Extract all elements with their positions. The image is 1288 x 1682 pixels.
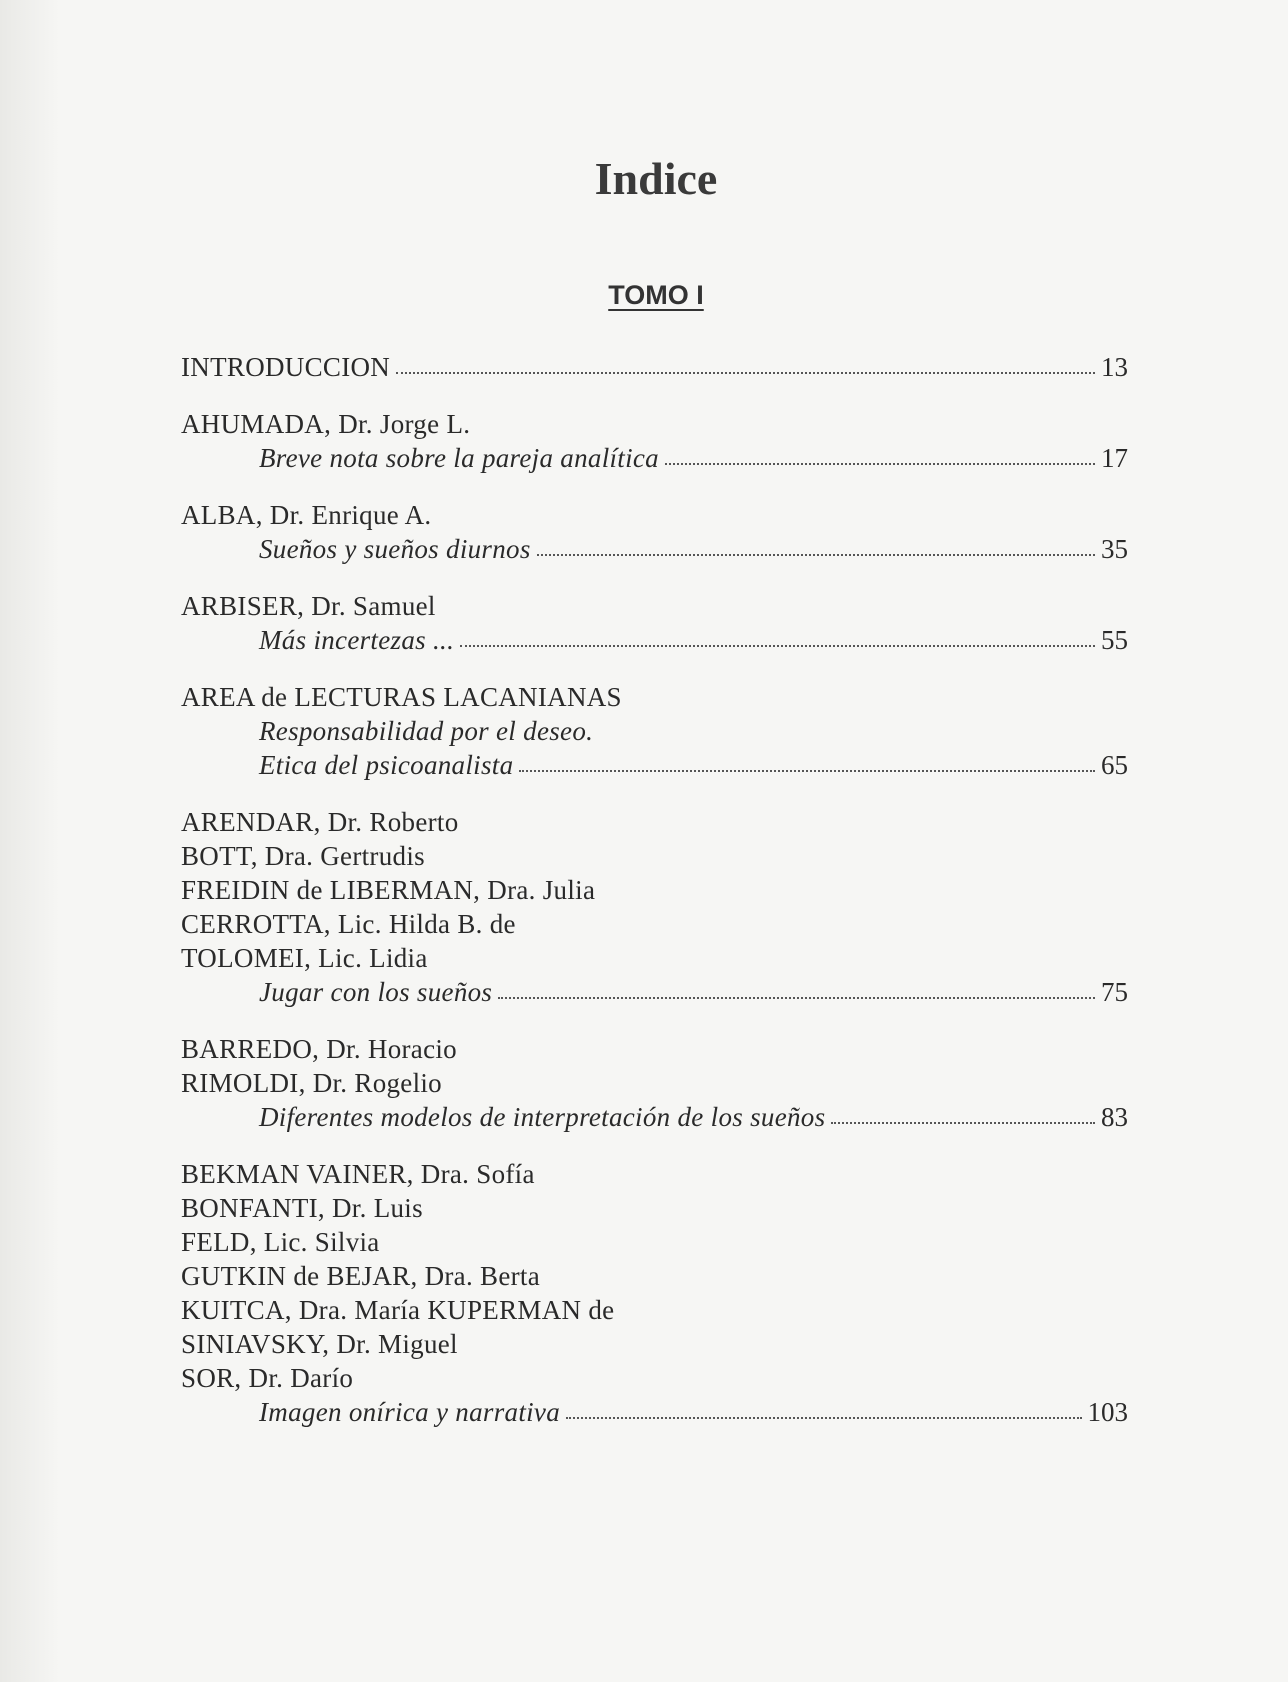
entry-title-row	[181, 1100, 1128, 1134]
entry-author: BEKMAN VAINER, Dra. Sofía	[181, 1159, 535, 1189]
entry-title-row	[181, 975, 1128, 1009]
dot-leader	[566, 1414, 1081, 1419]
entry-author: CERROTTA, Lic. Hilda B. de	[181, 909, 516, 939]
entry-title: Etica del psicoanalista	[259, 750, 514, 780]
page-number: 65	[1101, 750, 1128, 780]
toc-entry	[181, 680, 1128, 782]
page-number: 35	[1101, 534, 1128, 564]
dot-leader	[498, 994, 1095, 999]
toc-entry	[181, 589, 1128, 657]
toc-entry	[181, 1032, 1128, 1134]
entry-title-row	[181, 748, 1128, 782]
dot-leader	[396, 369, 1095, 374]
dot-leader	[831, 1119, 1095, 1124]
entry-author: ARENDAR, Dr. Roberto	[181, 807, 459, 837]
table-of-contents	[181, 350, 1128, 1452]
entry-author: GUTKIN de BEJAR, Dra. Berta	[181, 1261, 541, 1291]
toc-entry	[181, 805, 1128, 1009]
entry-author: KUITCA, Dra. María KUPERMAN de	[181, 1295, 615, 1325]
toc-entry	[181, 407, 1128, 475]
entry-author: BONFANTI, Dr. Luis	[181, 1193, 423, 1223]
entry-author: ARBISER, Dr. Samuel	[181, 591, 436, 621]
dot-leader	[537, 551, 1095, 556]
dot-leader	[665, 460, 1095, 465]
toc-entry	[181, 350, 1128, 384]
entry-author: SINIAVSKY, Dr. Miguel	[181, 1329, 458, 1359]
entry-author: ALBA, Dr. Enrique A.	[181, 500, 432, 530]
page-number: 13	[1101, 352, 1128, 382]
entry-title-row	[181, 441, 1128, 475]
page-title: Indice	[594, 153, 718, 204]
page-edge-shadow	[0, 0, 60, 1682]
entry-author: FELD, Lic. Silvia	[181, 1227, 380, 1257]
entry-title: Más incertezas ...	[259, 625, 455, 655]
entry-author: FREIDIN de LIBERMAN, Dra. Julia	[181, 875, 596, 905]
entry-author: TOLOMEI, Lic. Lidia	[181, 943, 428, 973]
dot-leader	[460, 642, 1095, 647]
entry-title: Imagen onírica y narrativa	[259, 1397, 561, 1427]
entry-author: AREA de LECTURAS LACANIANAS	[181, 682, 622, 712]
page-number: 55	[1101, 625, 1128, 655]
entry-title-row	[181, 623, 1128, 657]
entry-author: BOTT, Dra. Gertrudis	[181, 841, 425, 871]
volume-label: TOMO I	[608, 280, 704, 310]
toc-entry	[181, 498, 1128, 566]
entry-author: SOR, Dr. Darío	[181, 1363, 354, 1393]
entry-title: Diferentes modelos de interpretación de los sueños	[259, 1102, 826, 1132]
entry-title: Sueños y sueños diurnos	[259, 534, 531, 564]
entry-title-line: Responsabilidad por el deseo.	[259, 716, 594, 746]
entry-author: RIMOLDI, Dr. Rogelio	[181, 1068, 442, 1098]
page-number: 17	[1101, 443, 1128, 473]
entry-title-row	[181, 532, 1128, 566]
entry-title: Jugar con los sueños	[259, 977, 493, 1007]
entry-author: AHUMADA, Dr. Jorge L.	[181, 409, 471, 439]
toc-entry	[181, 1157, 1128, 1429]
page-number: 75	[1101, 977, 1128, 1007]
volume-heading	[0, 280, 1288, 311]
entry-author: BARREDO, Dr. Horacio	[181, 1034, 457, 1064]
entry-title: Breve nota sobre la pareja analítica	[259, 443, 659, 473]
dot-leader	[519, 767, 1095, 772]
entry-title-row	[181, 350, 1128, 384]
entry-title: INTRODUCCION	[181, 352, 391, 382]
page-number: 83	[1101, 1102, 1128, 1132]
page-number: 103	[1087, 1397, 1128, 1427]
entry-title-row	[181, 1395, 1128, 1429]
